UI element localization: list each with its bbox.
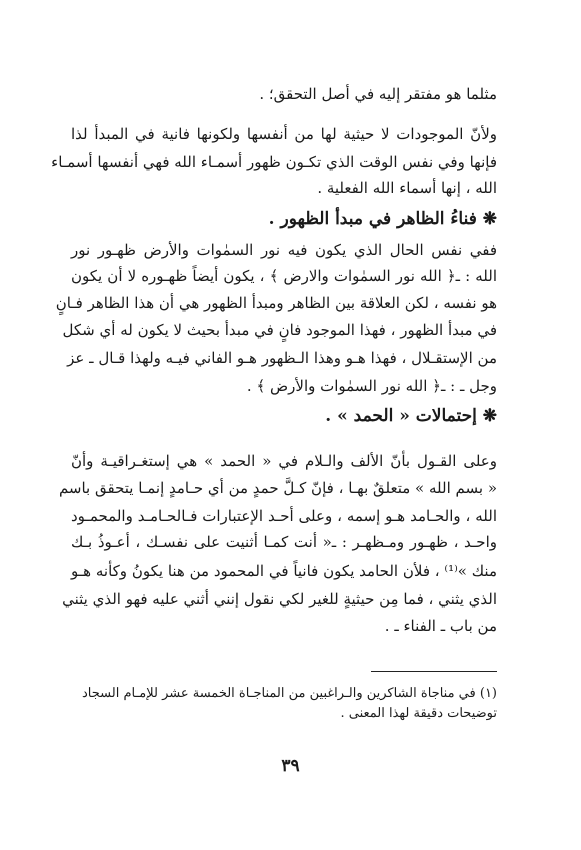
page-number: ٣٩ [281, 756, 300, 776]
body-line: الله : ـ﴿ الله نور السمٰوات والارض ﴾ ، يكون أيضاً ظهـوره لا أن يكون [71, 267, 497, 285]
section-heading: ❋ إحتمالات « الحمد » . [325, 406, 497, 426]
footnote-separator [371, 671, 497, 672]
body-line: الله ، والحـامد هـو إسمه ، وعلى أحـد الإعتبارات فـالحـامـد والمحمـود [71, 507, 497, 525]
body-line: من باب ـ الفناء ـ . [384, 617, 497, 635]
body-line: منك »⁽¹⁾ ، فلأن الحامد يكون فانياً في المحمود من هنا يكونُ وكأنه هـو [71, 562, 497, 580]
body-line: من الإستقـلال ، فهذا هـو وهذا الـظهور هـو الفاني فيـه ولهذا قـال ـ عز [67, 349, 497, 367]
body-line: مثلما هو مفتقر إليه في أصل التحقق؛ . [259, 85, 497, 103]
body-line: الذي يثني ، فما مِن حيثيةٍ للغير لكي نقول إنني أثني عليه فهو الذي يثني [62, 590, 497, 608]
body-line: « بسم الله » متعلقٌ بهـا ، فإنّ كـلَّ حمدٍ من أي حـامدٍ إنمـا يتحقق باسم [58, 479, 497, 497]
body-line: وعلى القـول بأنّ الألف والـلام في « الحمد » هي إستغـراقيـة وأنّ [71, 452, 497, 470]
body-line: في مبدأ الظهور ، فهذا الموجود فانٍ في مبدأ بحيث لا يكون له أي شكل [62, 321, 497, 339]
body-line: ففي نفس الحال الذي يكون فيه نور السمٰوات والأرض ظهـور نور [71, 241, 497, 259]
body-line: واحـد ، ظهـور ومـظهـر : ـ« أنت كمـا أثنيت على نفسـك ، أعـوذُ بـك [71, 533, 497, 551]
body-line: هو نفسه ، لكن العلاقة بين الظاهر ومبدأ الظهور هي أن هذا الظاهر فـانٍ [55, 294, 497, 312]
body-line: فإنها وفي نفس الوقت الذي تكـون ظهور أسمـاء الله فهي أنفسها أسمـاء [51, 153, 497, 171]
body-line: ولأنّ الموجودات لا حيثية لها من أنفسها ولكونها فانية في المبدأ لذا [71, 125, 497, 143]
section-heading: ❋ فناءُ الظاهر في مبدأ الظهور . [268, 209, 497, 229]
footnote-line: (١) في مناجاة الشاكرين والـراغبين من المناجـاة الخمسة عشر للإمـام السجاد [82, 686, 497, 701]
footnote-line: توضيحات دقيقة لهذا المعنى . [340, 706, 497, 721]
body-line: وجل ـ : ـ﴿ الله نور السمٰوات والأرض ﴾ . [246, 377, 497, 395]
body-line: الله ، إنها أسماء الله الفعلية . [317, 179, 497, 197]
